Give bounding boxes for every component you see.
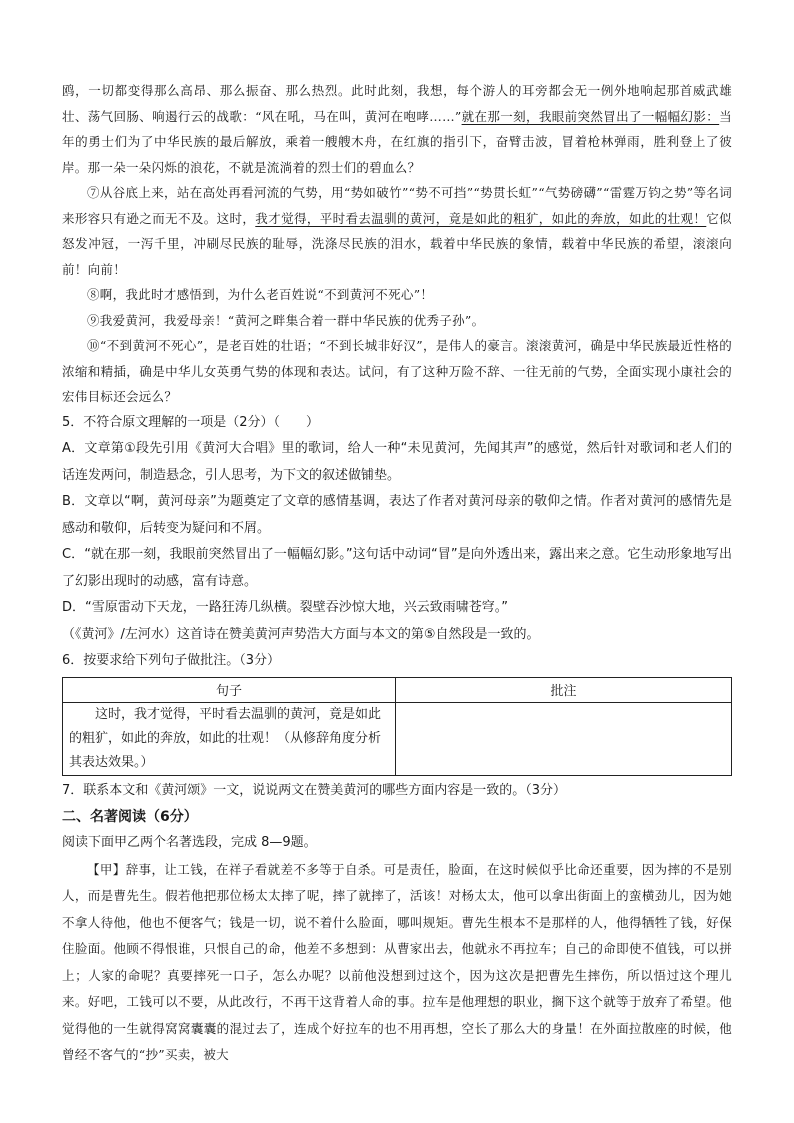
passage-paragraph-10: ⑩“不到黄河不死心”，是老百姓的壮语；“不到长城非好汉”，是伟人的豪言。滚滚黄河，确是中华民族最近性格的浓缩和精插，确是中华儿女英勇气势的体现和表达。试问，有了这种万险不辞、一往无前的气势，全面实现小康社会的宏伟目标还会远么？	[62, 338, 732, 404]
annotation-answer-cell[interactable]	[396, 702, 732, 775]
question-7-stem: 7．联系本文和《黄河颂》一文，说说两文在赞美黄河的哪些方面内容是一致的。（3分）	[62, 782, 567, 798]
question-5-option-a: A．文章第①段先引用《黄河大合唱》里的歌词，给人一种“未见黄河，先闻其声”的感觉，然后针对歌词和老人们的话连发两问，制造悬念，引人思考，为下文的叙述做铺垫。	[62, 441, 732, 483]
table-cell-sentence: 这时，我才觉得，平时看去温驯的黄河，竟是如此的粗犷，如此的奔放，如此的壮观！（从修辞角度分析其表达效果。）	[63, 702, 396, 775]
passage-paragraph-9: ⑨我爱黄河，我爱母亲！“黄河之畔集合着一群中华民族的优秀子孙”。	[87, 312, 485, 328]
question-5-option-c: C．“就在那一刻，我眼前突然冒出了一幅幅幻影。”这句话中动词“冒”是向外透出来，露出来之意。它生动形象地写出了幻影出现时的动感，富有诗意。	[62, 547, 732, 589]
passage-paragraph-8: ⑧啊，我此时才感悟到，为什么老百姓说“不到黄河不死心”！	[87, 287, 434, 302]
question-5-option-d-line2: （《黄河》/左河水）这首诗在赞美黄河声势浩大方面与本文的第⑤自然段是一致的。	[62, 626, 540, 642]
passage-paragraph-6-continued: 鸥，一切都变得那么高昂、那么振奋、那么热烈。此时此刻，我想，每个游人的耳旁都会无一例外地响起那首威武雄壮、荡气回肠、响遏行云的战歌：“风在吼，马在叫，黄河在咆哮……”就在那一刻，我眼前突然冒出了一幅幅幻影：当年的勇士们为了中华民族的最后解放，乘着一艘艘木舟，在红旗的指引下，奋臂击波，冒着枪林弹雨，胜利登上了彼岸。那一朵一朵闪烁的浪花，不就是流淌着的烈士们的碧血么？	[62, 83, 732, 175]
table-header-sentence: 句子	[63, 677, 396, 702]
section-2-intro: 阅读下面甲乙两个名著选段，完成 8—9题。	[62, 835, 317, 850]
passage-paragraph-7: ⑦从谷底上来，站在高处再看河流的气势，用“势如破竹”“势不可挡”“势贯长虹”“气势磅礴”“雷霆万钧之势”等名词来形容只有逊之而无不及。这时，我才觉得，平时看去温驯的黄河，竟是如此的粗犷，如此的奔放，如此的壮观！它似怒发冲冠，一泻千里，冲刷尽民族的耻辱，洗涤尽民族的泪水，载着中华民族的象情，载着中华民族的希望，滚滚向前！向前！	[62, 185, 732, 277]
exam-page	[62, 78, 732, 1069]
annotation-table	[62, 677, 732, 776]
question-6-stem: 6．按要求给下列句子做批注。（3分）	[62, 653, 281, 668]
question-5-option-b: B．文章以“啊，黄河母亲”为题奠定了文章的感情基调，表达了作者对黄河母亲的敬仰之情。作者对黄河的感情先是感动和敬仰，后转变为疑问和不屑。	[62, 494, 732, 536]
underlined-sentence-rugged: 我才觉得，平时看去温驯的黄河，竟是如此的粗犷，如此的奔放，如此的壮观！	[255, 210, 707, 226]
table-header-annotation: 批注	[396, 677, 732, 702]
excerpt-jia: 【甲】辞事，让工钱，在祥子看就差不多等于自杀。可是责任，脸面，在这时候似乎比命还重要，因为摔的不是别人，而是曹先生。假若他把那位杨太太摔了呢，摔了就摔了，活该！对杨太太，他可以拿出街面上的蛮横劲儿，因为她不拿人待他，他也不便客气；钱是一切，说不着什么脸面，哪叫规矩。曹先生根本不是那样的人，他得牺牲了钱，好保住脸面。他顾不得恨谁，只恨自己的命，他差不多想到：从曹家出去，他就永不再拉车；自己的命即使不值钱，可以拼上；人家的命呢？真要摔死一口子，怎么办呢？以前他没想到过这个，因为这次是把曹先生摔伤，所以悟过这个理儿来。好吧，工钱可以不要，从此改行，不再干这背着人命的事。拉车是他理想的职业，搁下这个就等于放弃了希望。他觉得他的一生就得窝窝囊囊的混过去了，连成个好拉车的也不用再想，空长了那么大的身量！在外面拉散座的时候，他曾经不客气的“抄”买卖，被大	[62, 861, 732, 1062]
section-2-title: 二、名著阅读（6分）	[62, 809, 198, 825]
question-5-option-d-line1: D．“雪原雷动下天龙，一路狂涛几纵横。裂壁吞沙惊大地，兴云致雨啸苍穹。”	[62, 600, 508, 615]
question-5-stem: 5．不符合原文理解的一项是（2分）（ ）	[62, 414, 320, 430]
underlined-sentence-vision: 就在那一刻，我眼前突然冒出了一幅幅幻影：	[461, 108, 720, 124]
